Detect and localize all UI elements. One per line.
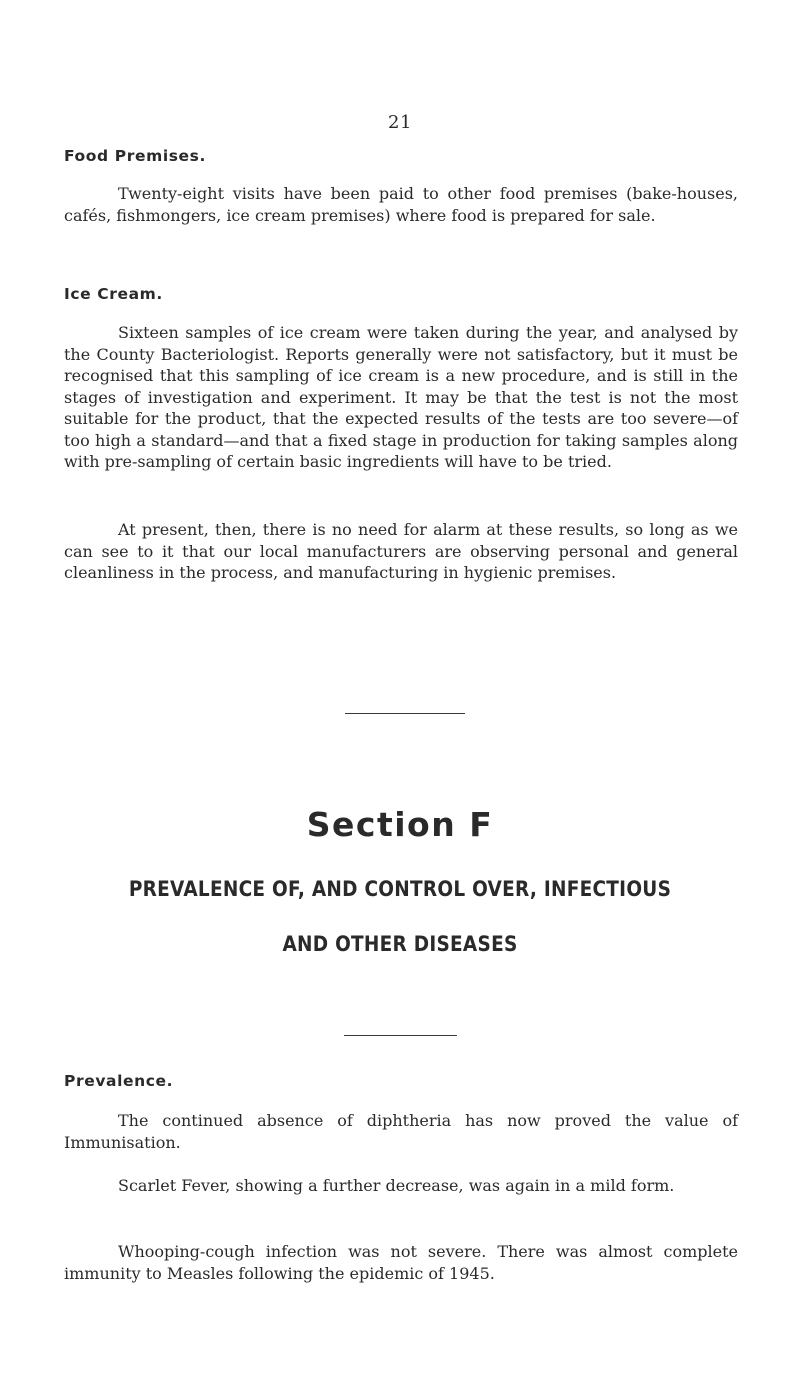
section-title: Section F	[306, 805, 494, 844]
section-subtitle-line-2: AND OTHER DISEASES	[282, 932, 518, 957]
section-divider-bottom	[344, 1035, 457, 1036]
ice-cream-paragraph-1: Sixteen samples of ice cream were taken during the year, and analysed by the County Bacteriologist. Reports generally were not satisfactory, but it must be recognised that this sampling of ice cream is a new procedure, and is still in the stages of investigation and experiment. It may be that the test is not the most suitable for the product, that the expected results of the tests are too severe—of too high a standard—and that a fixed stage in production for taking samples along with pre-sampling of certain basic ingredients will have to be tried.	[64, 323, 738, 471]
prevalence-paragraph-1: The continued absence of diphtheria has now proved the value of Immunisation.	[64, 1111, 738, 1152]
ice-cream-paragraph-2: At present, then, there is no need for alarm at these results, so long as we can see to it that our local manufacturers are observing personal and general cleanliness in the process, and manufacturing in hygienic premises.	[64, 520, 738, 582]
ice-cream-heading: Ice Cream.	[64, 285, 163, 303]
food-premises-heading: Food Premises.	[64, 147, 206, 165]
page-number: 21	[388, 112, 412, 133]
section-divider-top	[345, 713, 465, 714]
prevalence-paragraph-3: Whooping-cough infection was not severe. There was almost complete immunity to Measles following the epidemic of 1945.	[64, 1242, 738, 1283]
prevalence-paragraph-2: Scarlet Fever, showing a further decrease, was again in a mild form.	[118, 1176, 675, 1195]
prevalence-heading: Prevalence.	[64, 1072, 174, 1090]
section-subtitle-line-1: PREVALENCE OF, AND CONTROL OVER, INFECTIOUS	[128, 877, 672, 902]
food-premises-paragraph: Twenty-eight visits have been paid to other food premises (bake-houses, cafés, fishmongers, ice cream premises) where food is prepared for sale.	[64, 184, 738, 225]
